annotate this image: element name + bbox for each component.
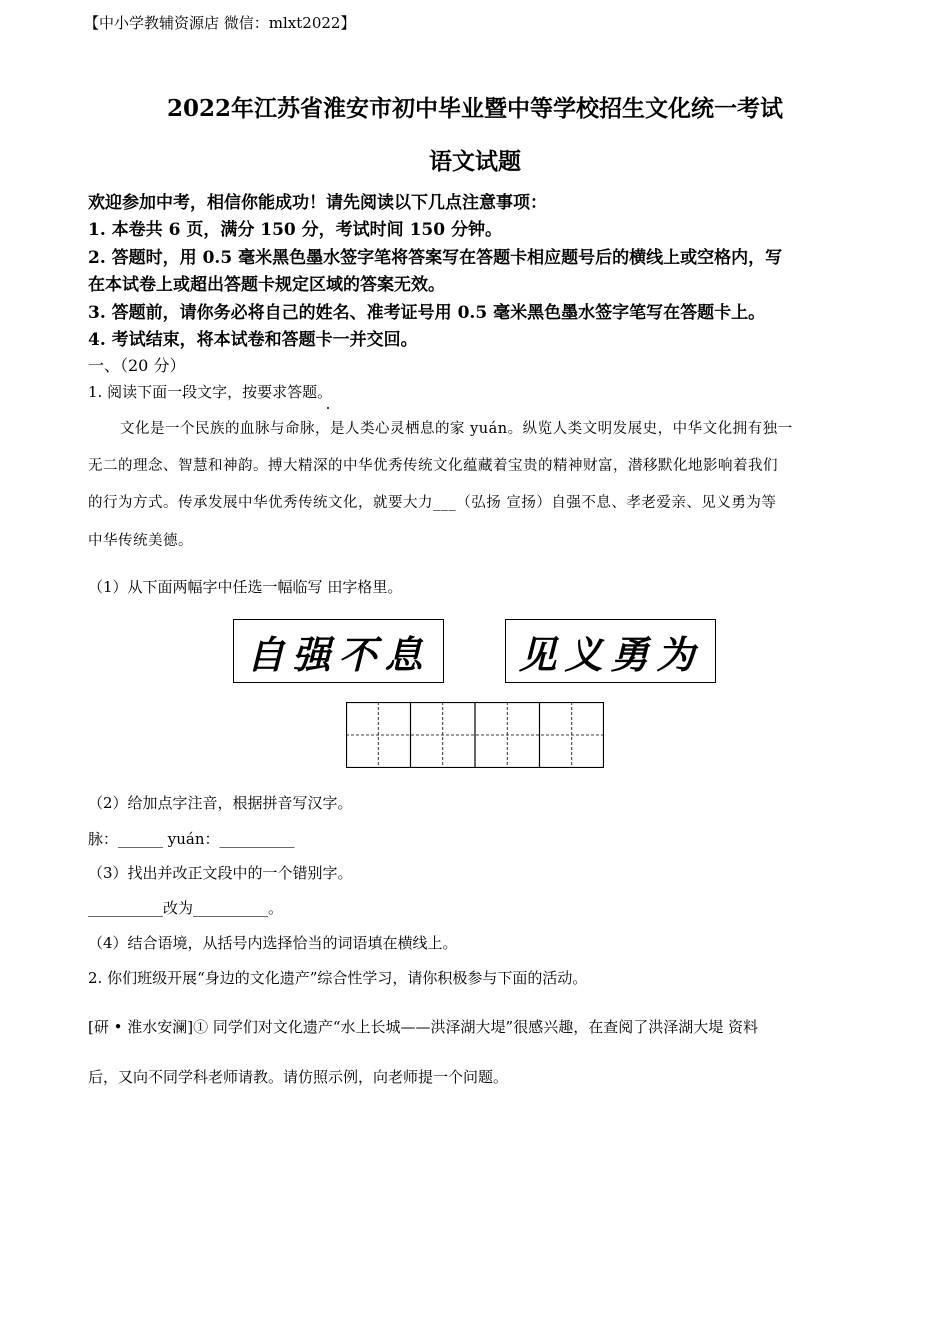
header-note: 【中小学教辅资源店 微信：mlxt2022】 [84, 14, 356, 32]
emphasis-dot [327, 407, 329, 409]
tianzige-grid [346, 702, 604, 768]
passage-line-4: 中华传统美德。 [88, 533, 193, 549]
exam-title: 2022年江苏省淮安市初中毕业暨中等学校招生文化统一考试 [166, 95, 783, 122]
q1-sub3-answer: __________改为__________。 [88, 899, 284, 917]
notice-item-2-line-1: 2. 答题时，用 0.5 毫米黑色墨水签字笔将答案写在答题卡相应题号后的横线上或空格内，写 [88, 248, 783, 268]
notice-item-1: 1. 本卷共 6 页，满分 150 分，考试时间 150 分钟。 [88, 220, 502, 240]
q2-line-1: [研 • 淮水安澜]① 同学们对文化遗产“水上长城——洪泽湖大堤”很感兴趣，在查阅了洪泽湖大堤 资料 [88, 1018, 758, 1036]
q1-sub3: （3）找出并改正文段中的一个错别字。 [88, 864, 353, 882]
notice-item-3: 3. 答题前，请你务必将自己的姓名、准考证号用 0.5 毫米黑色墨水签字笔写在答题卡上。 [88, 303, 766, 323]
exam-subtitle: 语文试题 [429, 148, 521, 175]
notice-item-2-line-2: 在本试卷上或超出答题卡规定区域的答案无效。 [88, 275, 445, 295]
q2-stem: 2. 你们班级开展“身边的文化遗产”综合性学习，请你积极参与下面的活动。 [88, 969, 588, 987]
notice-item-4: 4. 考试结束，将本试卷和答题卡一并交回。 [88, 330, 418, 350]
q1-stem: 1. 阅读下面一段文字，按要求答题。 [88, 383, 333, 401]
calligraphy-box-1: 自强不息 [233, 619, 444, 683]
q1-sub4: （4）结合语境，从括号内选择恰当的词语填在横线上。 [88, 934, 458, 952]
passage-line-2: 无二的理念、智慧和神韵。搏大精深的中华优秀传统文化蕴藏着宝贵的精神财富，潜移默化地影响着我们 [88, 458, 778, 474]
section-heading: 一、（20 分） [88, 356, 186, 375]
q1-sub2-answer: 脉：______ yuán：__________ [88, 830, 295, 848]
notice-intro: 欢迎参加中考，相信你能成功！请先阅读以下几点注意事项： [88, 193, 547, 213]
calligraphy-box-2: 见义勇为 [505, 619, 716, 683]
passage-line-3: 的行为方式。传承发展中华优秀传统文化，就要大力___（弘扬 宣扬）自强不息、孝老爱亲、见义勇为等 [88, 495, 777, 511]
q1-sub1: （1）从下面两幅字中任选一幅临写 田字格里。 [88, 578, 403, 596]
passage-line-1: 文化是一个民族的血脉与命脉，是人类心灵栖息的家 yuán。纵览人类文明发展史，中华文化拥有独一 [120, 421, 793, 437]
q2-line-2: 后，又向不同学科老师请教。请仿照示例，向老师提一个问题。 [88, 1068, 509, 1086]
q1-sub2: （2）给加点字注音，根据拼音写汉字。 [88, 794, 353, 812]
